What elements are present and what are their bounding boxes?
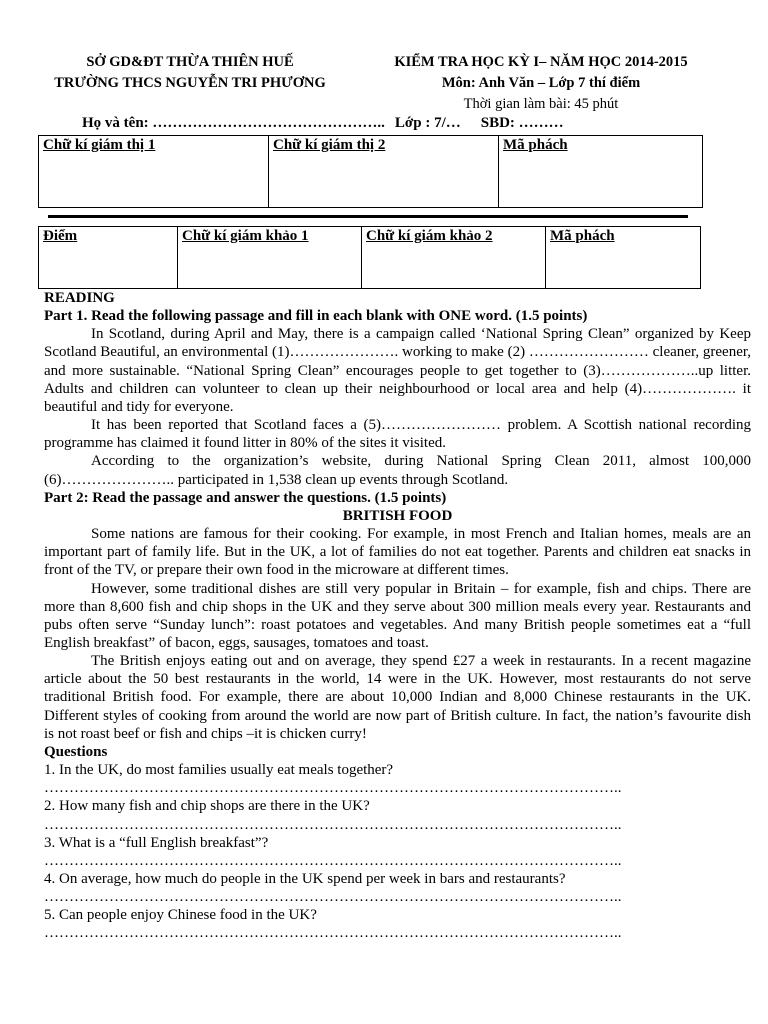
- section-title: READING: [44, 290, 115, 306]
- score-cell: Điểm: [39, 227, 178, 289]
- part1-paragraph: It has been reported that Scotland faces a (5)…………………… problem. A Scottish national recording programme has claimed it found litter in 80% of the sites it visited.: [44, 417, 751, 452]
- proctor-1-cell: Chữ kí giám thị 1: [39, 136, 269, 208]
- part2-paragraph: However, some traditional dishes are still very popular in Britain – for example, fish and chips. There are more than 8,600 fish and chip shops in the UK and they serve about 300 million meals every year. Restaurants and pubs often serve “Sunday lunch”: roast potatoes and vegetables. And many British people sometimes eat a “full English breakfast” of bacon, eggs, sausages, tomatoes and toast.: [44, 580, 751, 651]
- subject-line: Môn: Anh Văn – Lớp 7 thí điểm: [441, 75, 641, 91]
- part2-paragraph: Some nations are famous for their cooking. For example, in most French and Italian homes, meals are an important part of family life. But in the UK, a lot of families do not eat together. Parents and children eat snacks in front of the TV, or prepare their own food in the microware at different times.: [44, 526, 751, 579]
- question-item: 2. How many fish and chip shops are there in the UK?: [44, 798, 370, 815]
- answer-line[interactable]: ……………………………………………………………………………………………………..: [44, 852, 622, 869]
- grader-1-cell: Chữ kí giám khảo 1: [178, 227, 362, 289]
- part1-paragraph: In Scotland, during April and May, there is a campaign called ‘National Spring Clean” organized by Keep Scotland Beautiful, an environmental (1)…………………. working to make (2) …………………… cleaner, greener, and more sustainable. “National Spring Clean” encourages people to get together to (3)………………..up litter. Adults and children can volunteer to clean up their neighbourhood or local area and help (4)………………. it beautiful and tidy for everyone.: [44, 326, 751, 415]
- question-item: 5. Can people enjoy Chinese food in the UK?: [44, 907, 317, 924]
- answer-line[interactable]: ……………………………………………………………………………………………………..: [44, 889, 622, 906]
- department-name: SỞ GD&ĐT THỪA THIÊN HUẾ: [86, 54, 294, 70]
- student-sbd-field: SBD: ………: [480, 115, 564, 131]
- time-limit: Thời gian làm bài: 45 phút: [463, 96, 619, 112]
- answer-line[interactable]: ……………………………………………………………………………………………………..: [44, 925, 622, 942]
- part2-paragraph: The British enjoys eating out and on average, they spend £27 a week in restaurants. In a recent magazine article about the 50 best restaurants in the world, 14 were in the UK. However, most restaurants do not serve traditional British food. For example, there are about 10,000 Indian and 8,000 Chinese restaurants in the UK. Different styles of cooking from around the world are now part of British culture. In fact, the nation’s favourite dish is not roast beef or fish and chips –it is chicken curry!: [44, 653, 751, 742]
- reading-section: [44, 289, 751, 943]
- part1-title: Part 1. Read the following passage and fill in each blank with ONE word. (1.5 points): [44, 308, 588, 325]
- answer-line[interactable]: ……………………………………………………………………………………………………..: [44, 780, 622, 797]
- exam-title: KIỂM TRA HỌC KỲ I– NĂM HỌC 2014-2015: [394, 54, 688, 70]
- questions-title: Questions: [44, 743, 108, 760]
- school-header: [38, 52, 342, 94]
- grader-signature-table: [38, 226, 701, 289]
- grader-2-cell: Chữ kí giám khảo 2: [362, 227, 546, 289]
- question-item: 3. What is a “full English breakfast”?: [44, 834, 269, 851]
- question-item: 1. In the UK, do most families usually eat meals together?: [44, 762, 394, 779]
- secret-code-cell: Mã phách: [499, 136, 703, 208]
- answer-line[interactable]: ……………………………………………………………………………………………………..: [44, 816, 622, 833]
- student-name-field: Họ và tên: ………………………………………..: [82, 115, 385, 131]
- question-item: 4. On average, how much do people in the UK spend per week in bars and restaurants?: [44, 871, 566, 887]
- part1-paragraph: According to the organization’s website, during National Spring Clean 2011, almost 100,000 (6)………………….. participated in 1,538 clean up events through Scotland.: [44, 453, 751, 488]
- exam-header: [376, 52, 706, 115]
- grader-secret-code-cell: Mã phách: [546, 227, 701, 289]
- part2-title: Part 2: Read the passage and answer the questions. (1.5 points): [44, 489, 447, 506]
- proctor-signature-table: [38, 135, 703, 208]
- student-info-line: [82, 115, 564, 132]
- proctor-2-cell: Chữ kí giám thị 2: [269, 136, 499, 208]
- cut-line-divider: [48, 215, 688, 218]
- student-class-field: Lớp : 7/…: [394, 115, 461, 131]
- passage-title: BRITISH FOOD: [342, 507, 453, 524]
- school-name: TRƯỜNG THCS NGUYỄN TRI PHƯƠNG: [54, 75, 326, 91]
